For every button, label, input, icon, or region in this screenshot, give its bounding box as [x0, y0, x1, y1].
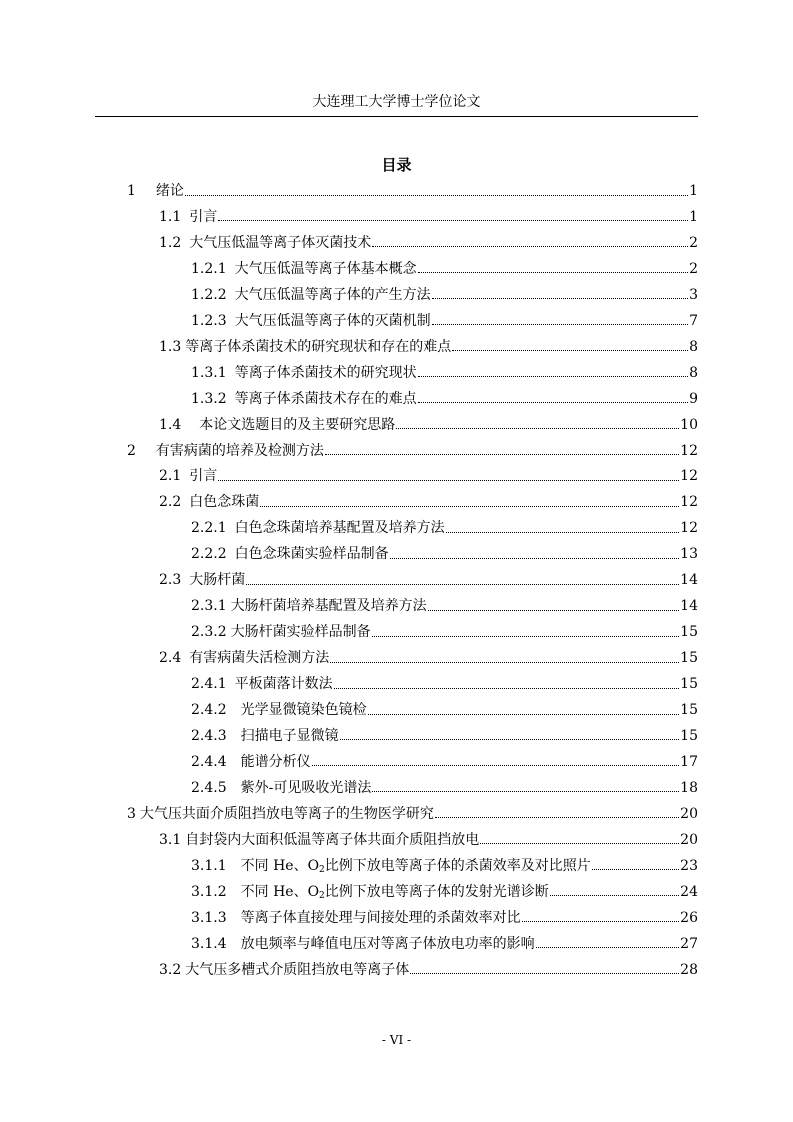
toc-entry-title-part: 不同 He、O [240, 883, 320, 900]
toc-entry[interactable] [191, 934, 698, 954]
toc-entry-title: 引言 [189, 468, 218, 485]
dot-leader [410, 973, 679, 974]
toc-entry-number: 2.3.1 [191, 598, 227, 615]
toc-entry-number: 3.2 [159, 961, 182, 978]
dot-leader [480, 843, 679, 844]
toc-entry-page: 15 [680, 650, 698, 667]
toc-entry-number: 2.2.2 [191, 546, 227, 563]
toc-entry[interactable] [191, 518, 698, 538]
dot-leader [312, 765, 680, 766]
toc-entry[interactable] [191, 259, 698, 279]
toc-entry-page: 14 [680, 598, 698, 615]
toc-entry-page: 14 [680, 572, 698, 589]
toc-entry-title: 光学显微镜染色镜检 [240, 702, 367, 718]
toc-entry-page: 26 [680, 909, 698, 926]
toc-entry-number: 1.2.2 [191, 286, 227, 303]
dot-leader [260, 506, 679, 507]
toc-entry-title: 大肠杆菌 [189, 572, 246, 589]
toc-entry[interactable] [159, 233, 698, 253]
toc-entry-page: 15 [680, 702, 698, 718]
dot-leader [390, 558, 680, 559]
toc-entry-page: 12 [680, 468, 698, 485]
toc-entry-title-part: 比例下放电等离子体的杀菌效率及对比照片 [324, 857, 591, 874]
toc-entry-number: 2.4.1 [191, 676, 227, 693]
toc-entry-title: 等离子体杀菌技术存在的难点 [234, 390, 417, 407]
toc-entry-page: 23 [680, 857, 698, 874]
toc-entry-title: 平板菌落计数法 [234, 676, 333, 693]
toc-entry-number: 2.4 [159, 650, 182, 667]
toc-entry-page: 8 [689, 338, 698, 355]
dot-leader [452, 350, 688, 351]
toc-entry-number: 1.3.1 [191, 364, 227, 381]
toc-entry-number: 2.3.2 [191, 624, 227, 641]
toc-title: 目录 [381, 156, 412, 174]
toc-entry-number: 3.1 [159, 831, 182, 848]
toc-entry-page: 15 [680, 676, 698, 693]
header-rule [95, 116, 698, 117]
toc-entry-title: 等离子体直接处理与间接处理的杀菌效率对比 [240, 909, 521, 926]
toc-entry-title: 大肠杆菌实验样品制备 [230, 624, 371, 641]
toc-entry[interactable] [159, 415, 698, 435]
dot-leader [428, 610, 680, 611]
toc-entry[interactable] [127, 441, 698, 461]
toc-entry[interactable] [191, 544, 698, 564]
toc-entry-title: 大气压多槽式介质阻挡放电等离子体 [185, 961, 410, 978]
toc-entry-title: 放电频率与峰值电压对等离子体放电功率的影响 [240, 935, 535, 952]
toc-entry-number: 1 [127, 183, 136, 199]
toc-entry[interactable] [159, 960, 698, 980]
toc-entry-number: 3 [127, 805, 136, 822]
toc-entry-page: 20 [680, 831, 698, 848]
toc-entry[interactable] [191, 726, 698, 746]
toc-entry-page: 24 [680, 883, 698, 900]
toc-entry-number: 1.3 [159, 338, 182, 355]
toc-entry-number: 2.2.1 [191, 520, 227, 537]
dot-leader [340, 739, 680, 740]
toc-entry-title-part: 不同 He、O [240, 857, 320, 874]
toc-entry-title: 白色念珠菌实验样品制备 [234, 546, 389, 563]
toc-entry-number: 2.4.5 [191, 779, 227, 796]
toc-entry-page: 2 [689, 234, 698, 251]
toc-entry[interactable] [159, 648, 698, 668]
toc-entry-number: 1.1 [159, 208, 182, 225]
dot-leader [325, 454, 679, 455]
toc-entry-number: 3.1.1 [191, 857, 227, 874]
toc-entry-page: 13 [680, 546, 698, 563]
toc-entry-page: 2 [689, 260, 698, 277]
toc-entry[interactable] [127, 181, 698, 201]
toc-entry-page: 1 [689, 183, 698, 199]
dot-leader [418, 272, 688, 273]
dot-leader [372, 791, 679, 792]
toc-entry[interactable] [191, 778, 698, 798]
toc-entry-number: 3.1.4 [191, 935, 227, 952]
toc-entry-title: 有害病菌失活检测方法 [189, 650, 330, 667]
toc-entry-title: 大气压低温等离子体的灭菌机制 [234, 312, 431, 329]
toc-entry-title: 大气压共面介质阻挡放电等离子的生物医学研究 [139, 805, 434, 822]
toc-entry-title: 自封袋内大面积低温等离子体共面介质阻挡放电 [185, 831, 480, 848]
toc-entry[interactable] [159, 492, 698, 512]
toc-entry-number: 3.1.3 [191, 909, 227, 926]
dot-leader [368, 714, 680, 715]
toc-entry-title: 引言 [189, 208, 218, 225]
dot-leader [432, 298, 688, 299]
toc-entry-number: 2.4.2 [191, 702, 227, 718]
toc-entry-page: 12 [680, 442, 698, 459]
toc-entry-title-part: 比例下放电等离子体的发射光谱诊断 [324, 883, 549, 900]
toc-entry-page: 10 [680, 416, 698, 433]
toc-entry-number: 2.4.4 [191, 753, 227, 770]
toc-entry-title: 扫描电子显微镜 [240, 727, 339, 744]
toc-entry-title: 大肠杆菌培养基配置及培养方法 [230, 598, 427, 615]
toc-entry-page: 28 [680, 961, 698, 978]
dot-leader [418, 376, 688, 377]
dot-leader [330, 662, 679, 663]
toc-entry-title: 紫外-可见吸收光谱法 [240, 779, 372, 796]
toc-entry-page: 12 [680, 520, 698, 537]
running-header: 大连理工大学博士学位论文 [312, 94, 481, 110]
dot-leader [435, 817, 679, 818]
toc-entry-number: 2.1 [159, 468, 182, 485]
toc-entry[interactable] [127, 804, 698, 824]
toc-entry-page: 15 [680, 624, 698, 641]
toc-entry-number: 1.2.1 [191, 260, 227, 277]
dot-leader [418, 402, 688, 403]
dot-leader [536, 947, 680, 948]
toc-entry[interactable] [191, 596, 698, 616]
toc-entry-page: 8 [689, 364, 698, 381]
dot-leader [218, 220, 688, 221]
toc-entry-number: 2.2 [159, 494, 182, 511]
toc-entry-page: 15 [680, 727, 698, 744]
toc-entry-title: 有害病菌的培养及检测方法 [155, 442, 324, 459]
toc-entry-number: 1.4 [159, 416, 182, 433]
toc-entry-number: 1.2.3 [191, 312, 227, 329]
toc-entry-page: 20 [680, 805, 698, 822]
dot-leader [246, 584, 679, 585]
toc-entry[interactable] [191, 389, 698, 409]
dot-leader [592, 869, 679, 870]
toc-entry[interactable] [159, 466, 698, 486]
dot-leader [185, 195, 688, 196]
dot-leader [372, 246, 688, 247]
toc-entry[interactable] [159, 337, 698, 357]
toc-entry-title: 绪论 [155, 183, 184, 199]
toc-entry[interactable] [191, 908, 698, 928]
toc-entry-number: 2.4.3 [191, 727, 227, 744]
toc-entry-title: 大气压低温等离子体的产生方法 [234, 286, 431, 303]
toc-entry[interactable] [191, 856, 698, 876]
dot-leader [446, 532, 680, 533]
toc-entry-number: 1.2 [159, 234, 182, 251]
dot-leader [432, 324, 688, 325]
dot-leader [334, 688, 680, 689]
subscript: 2 [319, 890, 325, 901]
toc-entry[interactable] [191, 700, 698, 720]
toc-entry-title: 大气压低温等离子体灭菌技术 [189, 234, 372, 251]
toc-entry[interactable] [159, 830, 698, 850]
toc-entry-page: 27 [680, 935, 698, 952]
toc-entry-title: 能谱分析仪 [240, 753, 311, 770]
dot-leader [372, 636, 680, 637]
toc-entry-number: 2.3 [159, 572, 182, 589]
toc-entry-title [241, 856, 591, 876]
dot-leader [522, 921, 680, 922]
toc-entry-title: 等离子体杀菌技术的研究现状 [234, 364, 417, 381]
toc-entry[interactable] [191, 752, 698, 772]
toc-entry-page: 17 [680, 753, 698, 770]
toc-entry-number: 1.3.2 [191, 390, 227, 407]
toc-entry-number: 2 [127, 442, 136, 459]
toc-entry-title: 大气压低温等离子体基本概念 [234, 260, 417, 277]
toc-entry-title: 白色念珠菌培养基配置及培养方法 [234, 520, 445, 537]
toc-entry-page: 1 [689, 208, 698, 225]
toc-entry[interactable] [159, 207, 698, 227]
toc-entry-title: 等离子体杀菌技术的研究现状和存在的难点 [185, 338, 452, 355]
dot-leader [396, 428, 679, 429]
toc-entry-title: 白色念珠菌 [189, 494, 260, 511]
toc-entry-title: 本论文选题目的及主要研究思路 [199, 416, 396, 433]
toc-entry-page: 12 [680, 494, 698, 511]
subscript: 2 [319, 864, 325, 875]
toc-entry-page: 7 [689, 312, 698, 329]
toc-entry-page: 18 [680, 779, 698, 796]
toc-entry-number: 3.1.2 [191, 883, 227, 900]
toc-entry[interactable] [159, 570, 698, 590]
toc-entry-title [241, 882, 549, 902]
dot-leader [550, 895, 679, 896]
toc-entry-page: 9 [689, 390, 698, 407]
toc-entry[interactable] [191, 311, 698, 331]
toc-entry[interactable] [191, 363, 698, 383]
page-number: - VI - [381, 1033, 412, 1047]
toc-entry-page: 3 [689, 286, 698, 303]
toc-entry[interactable] [191, 674, 698, 694]
toc-entry[interactable] [191, 622, 698, 642]
dot-leader [218, 480, 679, 481]
toc-entry[interactable] [191, 285, 698, 305]
toc-entry[interactable] [191, 882, 698, 902]
